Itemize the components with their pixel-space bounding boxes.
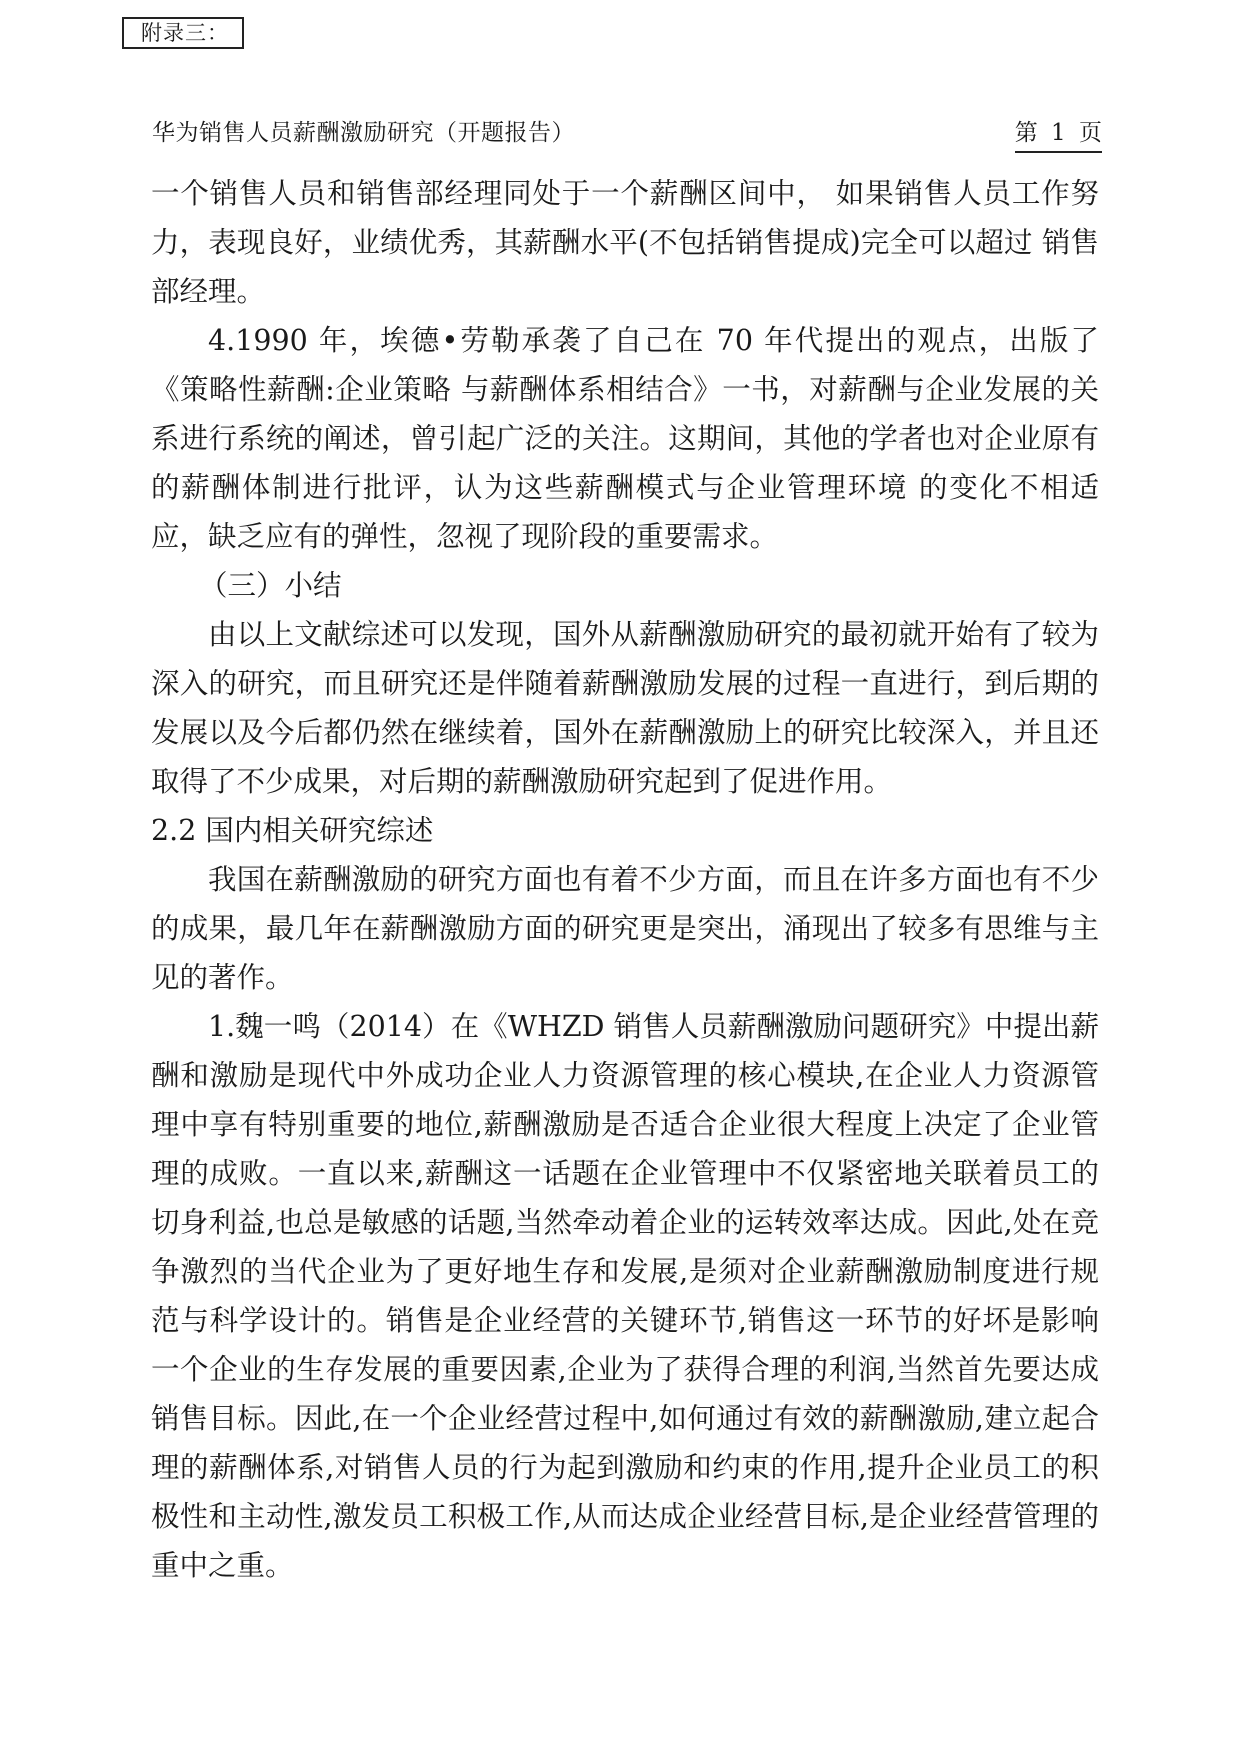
document-body bbox=[151, 169, 1099, 1590]
section-heading-domestic: 2.2 国内相关研究综述 bbox=[151, 814, 434, 847]
section-heading-summary: （三）小结 bbox=[199, 569, 342, 602]
document-title: 华为销售人员薪酬激励研究（开题报告） bbox=[152, 120, 575, 146]
paragraph-continued: 一个销售人员和销售部经理同处于一个薪酬区间中， 如果销售人员工作努力，表现良好，业绩优秀，其薪酬水平(不包括销售提成)完全可以超过 销售部经理。 bbox=[151, 177, 1099, 308]
paragraph-domestic-intro: 我国在薪酬激励的研究方面也有着不少方面，而且在许多方面也有不少的成果，最几年在薪酬激励方面的研究更是突出，涌现出了较多有思维与主见的著作。 bbox=[151, 863, 1099, 994]
paragraph-lawler-1990: 4.1990 年，埃德•劳勒承袭了自己在 70 年代提出的观点，出版了《策略性薪酬:企业策略 与薪酬体系相结合》一书，对薪酬与企业发展的关系进行系统的阐述，曾引起广泛的关注。这期间，其他的学者也对企业原有的薪酬体制进行批评，认为这些薪酬模式与企业管理环境 的变化不相适应，缺乏应有的弹性，忽视了现阶段的重要需求。 bbox=[151, 324, 1099, 553]
paragraph-summary: 由以上文献综述可以发现，国外从薪酬激励研究的最初就开始有了较为深入的研究，而且研究还是伴随着薪酬激励发展的过程一直进行，到后期的发展以及今后都仍然在继续着，国外在薪酬激励上的研究比较深入，并且还取得了不少成果，对后期的薪酬激励研究起到了促进作用。 bbox=[151, 618, 1099, 798]
appendix-label: 附录三： bbox=[122, 17, 244, 49]
page-number: 第 1 页 bbox=[1015, 118, 1102, 153]
paragraph-wei-yiming: 1.魏一鸣（2014）在《WHZD 销售人员薪酬激励问题研究》中提出薪酬和激励是现代中外成功企业人力资源管理的核心模块,在企业人力资源管理中享有特别重要的地位,薪酬激励是否适合企业很大程度上决定了企业管理的成败。一直以来,薪酬这一话题在企业管理中不仅紧密地关联着员工的切身利益,也总是敏感的话题,当然牵动着企业的运转效率达成。因此,处在竞争激烈的当代企业为了更好地生存和发展,是须对企业薪酬激励制度进行规范与科学设计的。销售是企业经营的关键环节,销售这一环节的好坏是影响一个企业的生存发展的重要因素,企业为了获得合理的利润,当然首先要达成销售目标。因此,在一个企业经营过程中,如何通过有效的薪酬激励,建立起合理的薪酬体系,对销售人员的行为起到激励和约束的作用,提升企业员工的积极性和主动性,激发员工积极工作,从而达成企业经营目标,是企业经营管理的重中之重。 bbox=[151, 1010, 1099, 1582]
running-header bbox=[152, 118, 1102, 152]
